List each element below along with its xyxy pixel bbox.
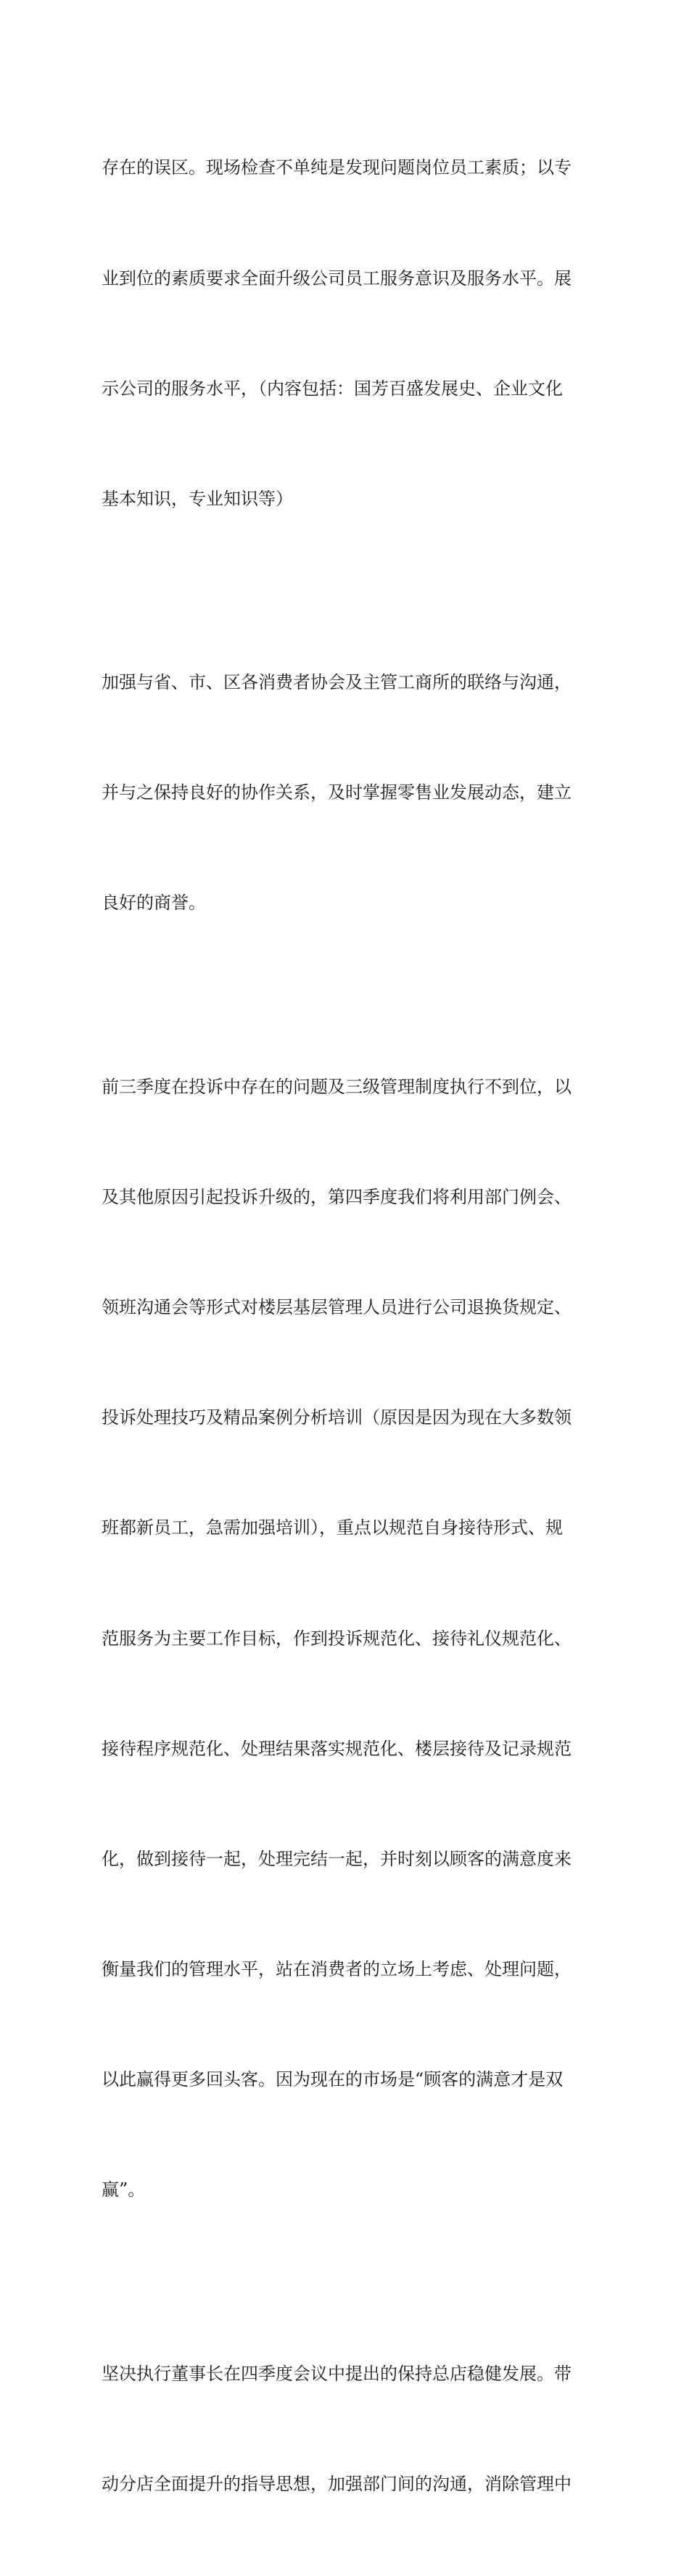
text-line: 衡量我们的管理水平，站在消费者的立场上考虑、处理问题， (102, 1958, 572, 1979)
text-line: 投诉处理技巧及精品案例分析培训（原因是因为现在大多数领 (102, 1407, 572, 1428)
text-line: 范服务为主要工作目标，作到投诉规范化、接待礼仪规范化、 (102, 1628, 572, 1649)
text-line: 良好的商誉。 (102, 893, 206, 914)
text-line: 前三季度在投诉中存在的问题及三级管理制度执行不到位，以 (102, 1076, 572, 1097)
text-line: 示公司的服务水平，（内容包括：国芳百盛发展史、企业文化 (102, 378, 563, 399)
paragraph-1 (102, 76, 595, 591)
text-line: 班都新员工，急需加强培训），重点以规范自身接待形式、规 (102, 1517, 563, 1538)
paragraph-3 (102, 995, 595, 2282)
text-line: 动分店全面提升的指导思想，加强部门间的沟通，消除管理中 (102, 2473, 572, 2494)
text-line: 领班沟通会等形式对楼层基层管理人员进行公司退换货规定、 (102, 1297, 572, 1318)
text-line: 及其他原因引起投诉升级的，第四季度我们将利用部门例会、 (102, 1187, 572, 1208)
text-line: 以此赢得更多回头客。因为现在的市场是“顾客的满意才是双 (102, 2068, 564, 2090)
text-line: 坚决执行董事长在四季度会议中提出的保持总店稳健发展。带 (102, 2363, 572, 2384)
text-line: 加强与省、市、区各消费者协会及主管工商所的联络与沟通， (102, 672, 572, 693)
text-line: 业到位的素质要求全面升级公司员工服务意识及服务水平。展 (102, 268, 572, 289)
text-line: 化，做到接待一起，处理完结一起，并时刻以顾客的满意度来 (102, 1848, 572, 1869)
text-line: 基本知识，专业知识等） (102, 488, 293, 509)
text-line: 接待程序规范化、处理结果落实规范化、楼层接待及记录规范 (102, 1738, 572, 1759)
text-line: 赢”。 (102, 2179, 146, 2200)
paragraph-4 (102, 2282, 595, 2576)
document-body (102, 76, 595, 2576)
paragraph-2 (102, 591, 595, 995)
text-line: 并与之保持良好的协作关系，及时掌握零售业发展动态，建立 (102, 782, 572, 803)
text-line: 存在的误区。现场检查不单纯是发现问题岗位员工素质；以专 (102, 157, 572, 178)
